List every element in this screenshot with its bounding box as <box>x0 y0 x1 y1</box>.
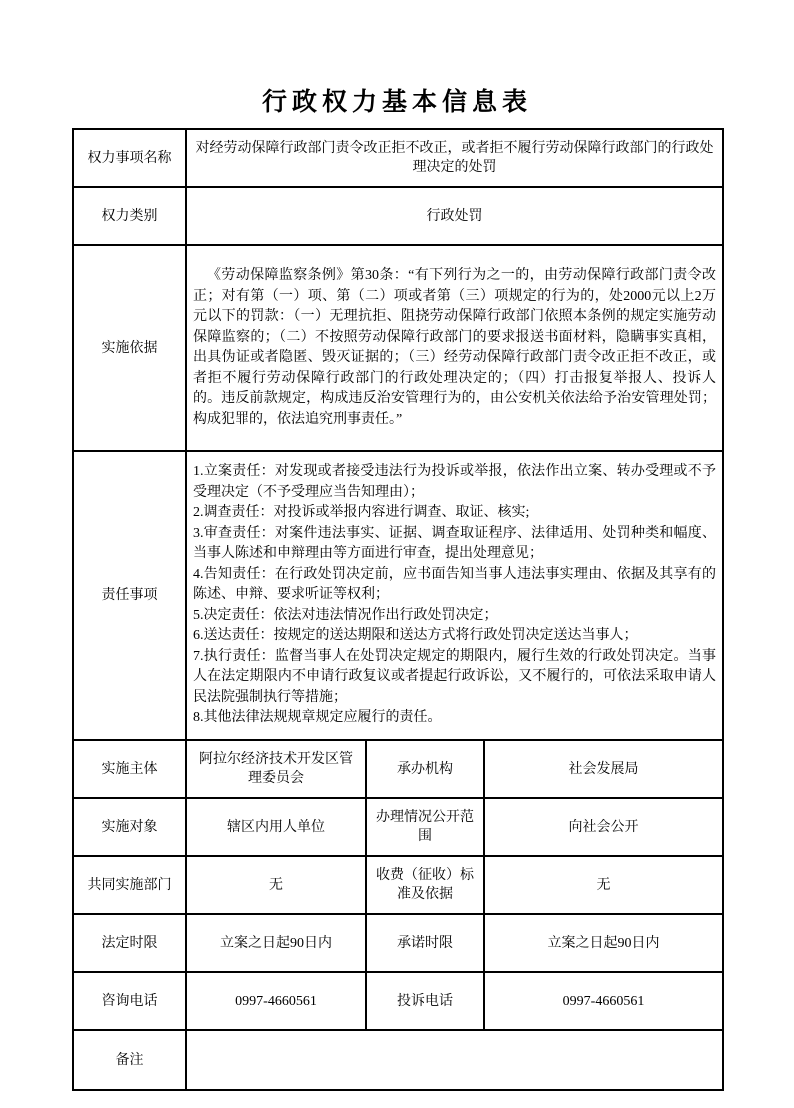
value-remarks <box>186 1030 723 1090</box>
duty-item: 5.决定责任：依法对违法情况作出行政处罚决定； <box>193 607 498 623</box>
value-disclosure-scope: 向社会公开 <box>484 798 723 856</box>
value-fee-standard: 无 <box>484 856 723 914</box>
duty-item: 3.审查责任：对案件违法事实、证据、调查取证程序、法律适用、处罚种类和幅度、当事人陈述和申辩理由等方面进行审查，提出处理意见； <box>193 525 717 562</box>
basis-paragraph: 《劳动保障监察条例》第30条：“有下列行为之一的，由劳动保障行政部门责令改正；对有第（一）项、第（二）项或者第（三）项规定的行为的，处2000元以上2万元以下的罚款：（一）无理抗拒、阻挠劳动保障行政部门依照本条例的规定实施劳动保障监察的；（二）不按照劳动保障行政部门的要求报送书面材料，隐瞒事实真相，出具伪证或者隐匿、毁灭证据的；（三）经劳动保障行政部门责令改正拒不改正，或者拒不履行劳动保障行政部门的行政处理决定的；（四）打击报复举报人、投诉人的。违反前款规定，构成违反治安管理行为的，由公安机关依法给予治安管理处罚；构成犯罪的，依法追究刑事责任。” <box>193 268 717 427</box>
duty-item: 4.告知责任：在行政处罚决定前，应书面告知当事人违法事实理由、依据及其享有的陈述、申辩、要求听证等权利； <box>193 566 717 603</box>
label-remarks: 备注 <box>73 1030 186 1090</box>
label-consultation-phone: 咨询电话 <box>73 972 186 1030</box>
row-power-item-name <box>73 129 723 187</box>
value-joint-department: 无 <box>186 856 366 914</box>
label-duties: 责任事项 <box>73 451 186 740</box>
label-fee-standard: 收费（征收）标准及依据 <box>366 856 484 914</box>
label-joint-department: 共同实施部门 <box>73 856 186 914</box>
label-promised-time-limit: 承诺时限 <box>366 914 484 972</box>
label-legal-time-limit: 法定时限 <box>73 914 186 972</box>
duty-item: 1.立案责任：对发现或者接受违法行为投诉或举报，依法作出立案、转办受理或不予受理决定（不予受理应当告知理由）； <box>193 464 717 500</box>
row-duties <box>73 451 723 740</box>
label-target: 实施对象 <box>73 798 186 856</box>
row-phones <box>73 972 723 1030</box>
value-power-category: 行政处罚 <box>186 187 723 245</box>
row-power-category <box>73 187 723 245</box>
row-remarks <box>73 1030 723 1090</box>
duty-item: 7.执行责任：监督当事人在处罚决定规定的期限内，履行生效的行政处罚决定。当事人在法定期限内不申请行政复议或者提起行政诉讼，又不履行的，可依法采取申请人民法院强制执行等措施； <box>193 648 717 705</box>
label-power-category: 权力类别 <box>73 187 186 245</box>
duty-item: 8.其他法律法规规章规定应履行的责任。 <box>193 710 442 726</box>
value-target: 辖区内用人单位 <box>186 798 366 856</box>
value-subject: 阿拉尔经济技术开发区管理委员会 <box>186 740 366 798</box>
value-promised-time-limit: 立案之日起90日内 <box>484 914 723 972</box>
label-power-item-name: 权力事项名称 <box>73 129 186 187</box>
value-implementation-basis <box>186 245 723 451</box>
row-target <box>73 798 723 856</box>
page-title: 行政权力基本信息表 <box>261 89 532 116</box>
value-power-item-name: 对经劳动保障行政部门责令改正拒不改正，或者拒不履行劳动保障行政部门的行政处理决定的处罚 <box>186 129 723 187</box>
value-complaint-phone: 0997-4660561 <box>484 972 723 1030</box>
row-legal-time-limit <box>73 914 723 972</box>
row-implementation-basis <box>73 245 723 451</box>
value-consultation-phone: 0997-4660561 <box>186 972 366 1030</box>
label-disclosure-scope: 办理情况公开范围 <box>366 798 484 856</box>
label-complaint-phone: 投诉电话 <box>366 972 484 1030</box>
label-undertaking-agency: 承办机构 <box>366 740 484 798</box>
duty-item: 6.送达责任：按规定的送达期限和送达方式将行政处罚决定送达当事人； <box>193 628 638 644</box>
row-joint-department <box>73 856 723 914</box>
info-table <box>72 128 724 1091</box>
value-undertaking-agency: 社会发展局 <box>484 740 723 798</box>
row-subject <box>73 740 723 798</box>
label-implementation-basis: 实施依据 <box>73 245 186 451</box>
value-legal-time-limit: 立案之日起90日内 <box>186 914 366 972</box>
value-duties <box>186 451 723 740</box>
label-subject: 实施主体 <box>73 740 186 798</box>
duty-item: 2.调查责任：对投诉或举报内容进行调查、取证、核实; <box>193 505 530 521</box>
